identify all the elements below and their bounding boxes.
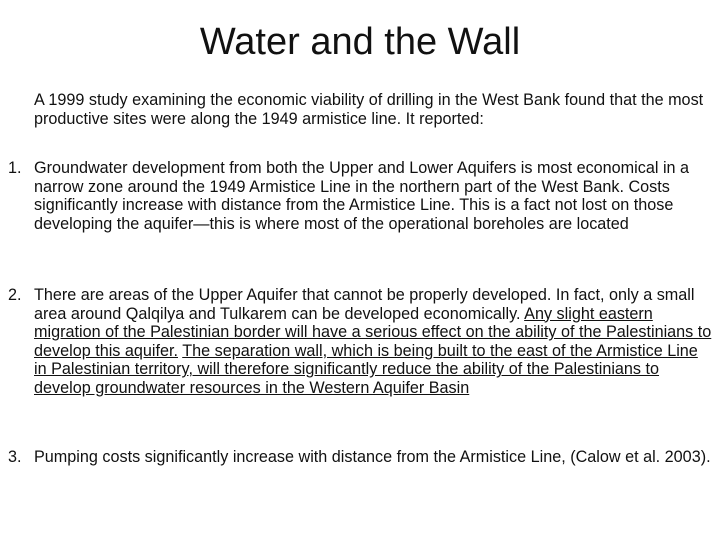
slide-title: Water and the Wall bbox=[199, 21, 521, 63]
list-item-number: 2. bbox=[8, 286, 22, 304]
list-item bbox=[8, 286, 714, 398]
underlined-text: The separation wall, which is being built to the east of the Armistice Line in Palestinian territory, will therefore significantly reduce the ability of the Palestinians to develop groundwater resources in the Western Aquifer Basin bbox=[34, 341, 698, 397]
list-item bbox=[8, 159, 714, 233]
list-item-text: Groundwater development from both the Upper and Lower Aquifers is most economical in a narrow zone around the 1949 Armistice Line in the northern part of the West Bank. Costs significantly increase with distance from the Armistice Line. This is a fact not lost on those developing the aquifer—this is where most of the operational boreholes are located bbox=[34, 159, 690, 233]
list-item-text: There are areas of the Upper Aquifer that cannot be properly developed. In fact, only a small area around Qalqilya and Tulkarem can be developed economically. bbox=[34, 286, 695, 323]
list-item-number: 1. bbox=[8, 159, 22, 177]
intro-paragraph: A 1999 study examining the economic viability of drilling in the West Bank found that the most productive sites were along the 1949 armistice line. It reported: bbox=[34, 91, 704, 128]
list-item-text: Pumping costs significantly increase with distance from the Armistice Line, (Calow et al. 2003). bbox=[34, 448, 711, 466]
list-item-number: 3. bbox=[8, 448, 22, 466]
underlined-text: Any slight eastern migration of the Palestinian border will have a serious effect on the ability of the Palestinians to develop this aquifer. bbox=[34, 304, 712, 360]
list-item-body bbox=[34, 286, 714, 398]
list-item bbox=[8, 448, 714, 467]
